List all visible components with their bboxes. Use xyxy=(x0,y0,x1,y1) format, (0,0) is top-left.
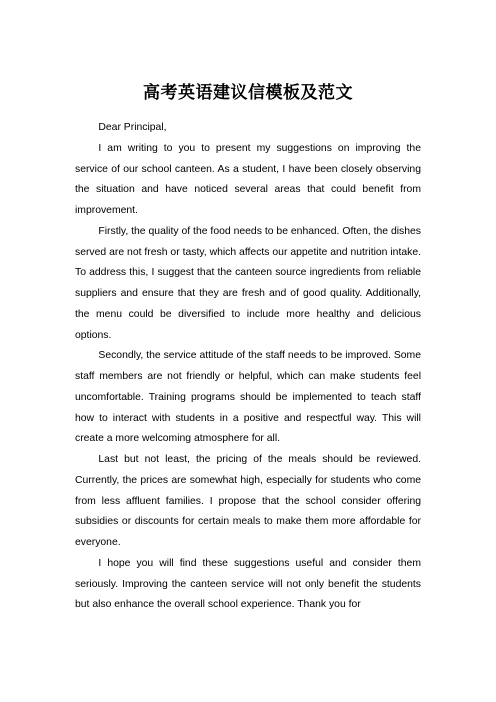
paragraph-intro: I am writing to you to present my suggestions on improving the service of our school canteen. As a student, I have been closely observing the situation and have noticed several areas that could benefit from improvement. xyxy=(75,142,421,216)
salutation: Dear Principal, xyxy=(98,122,167,133)
document-title: 高考英语建议信模板及范文 xyxy=(143,83,353,103)
letter-body xyxy=(75,118,421,616)
paragraph-food-quality: Firstly, the quality of the food needs to be enhanced. Often, the dishes served are not fresh or tasty, which affects our appetite and nutrition intake. To address this, I suggest that the canteen source ingredients from reliable suppliers and ensure that they are fresh and of good quality. Additionally, the menu could be diversified to include more healthy and delicious options. xyxy=(75,225,421,341)
paragraph-service-attitude: Secondly, the service attitude of the staff needs to be improved. Some staff members are not friendly or helpful, which can make students feel uncomfortable. Training programs should be implemented to teach staff how to interact with students in a positive and respectful way. This will create a more welcoming atmosphere for all. xyxy=(75,350,421,445)
paragraph-pricing: Last but not least, the pricing of the meals should be reviewed. Currently, the prices are somewhat high, especially for students who come from less affluent families. I propose that the school consider offering subsidies or discounts for certain meals to make them more affordable for everyone. xyxy=(75,454,421,548)
paragraph-closing: I hope you will find these suggestions useful and consider them seriously. Improving the canteen service will not only benefit the students but also enhance the overall school experience. Thank you for xyxy=(75,557,421,611)
